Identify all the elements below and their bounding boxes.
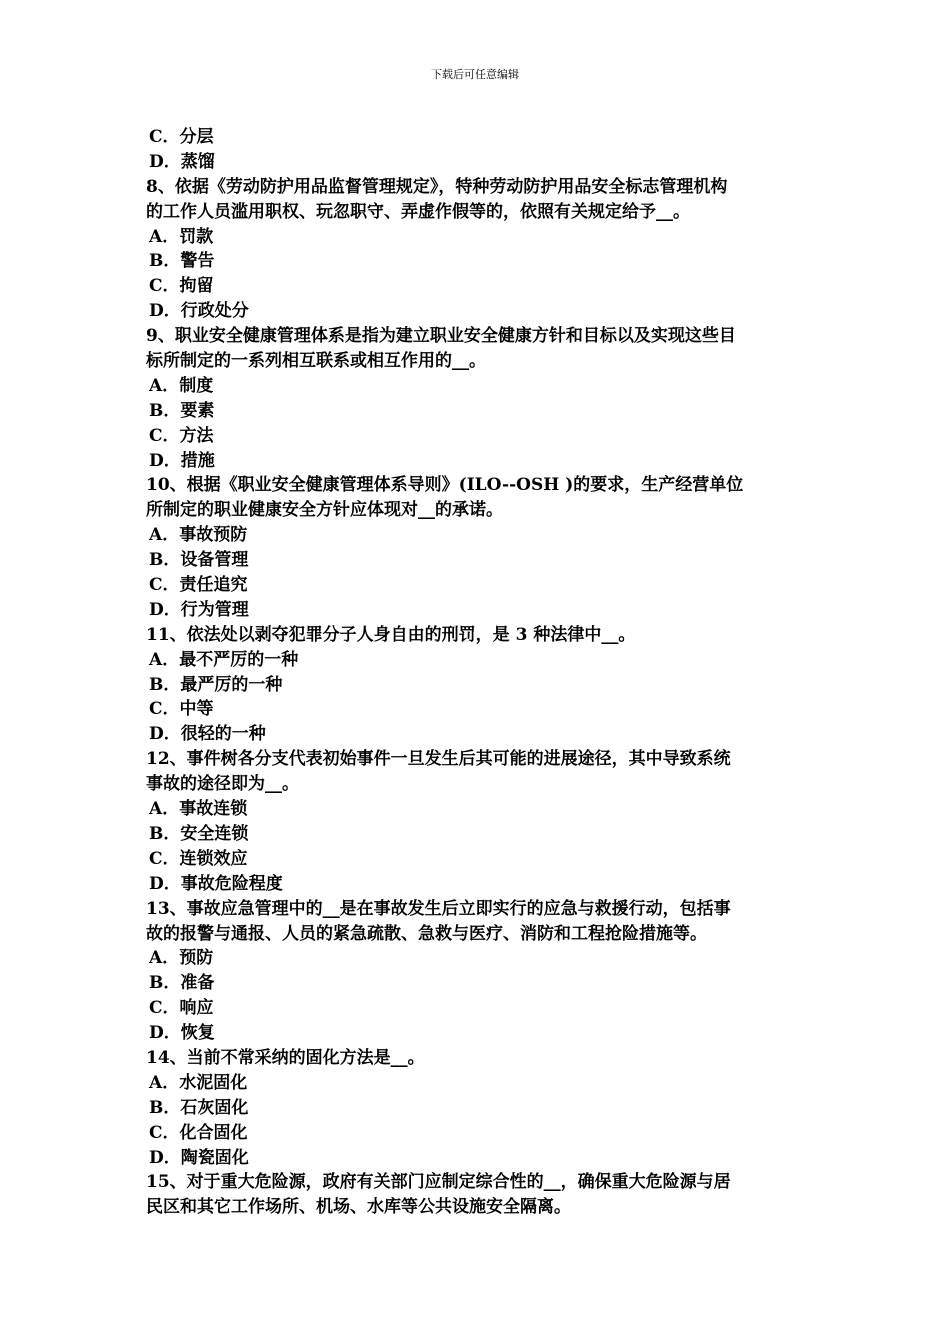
question-text: 故的报警与通报、人员的紧急疏散、急救与医疗、消防和工程抢险措施等。 — [146, 923, 707, 944]
answer-option: C．响应 — [149, 998, 214, 1019]
answer-option: C．责任追究 — [149, 575, 248, 596]
question-text: 11、依法处以剥夺犯罪分子人身自由的刑罚，是 3 种法律中__。 — [146, 624, 636, 645]
answer-option: C．中等 — [149, 699, 214, 720]
answer-option: C．连锁效应 — [149, 848, 248, 869]
answer-option: B．安全连锁 — [149, 823, 249, 844]
answer-option: C．方法 — [149, 425, 214, 446]
answer-option: B．最严厉的一种 — [149, 674, 283, 695]
answer-option: C．拘留 — [149, 276, 214, 297]
answer-option: D．蒸馏 — [149, 151, 215, 172]
question-text: 14、当前不常采纳的固化方法是__。 — [146, 1047, 425, 1068]
question-text: 事故的途径即为__。 — [146, 774, 299, 795]
answer-option: B．警告 — [149, 251, 215, 272]
question-text: 的工作人员滥用职权、玩忽职守、弄虚作假等的，依照有关规定给予__。 — [146, 201, 690, 222]
question-text: 12、事件树各分支代表初始事件一旦发生后其可能的进展途径，其中导致系统 — [146, 749, 731, 770]
question-text: 15、对于重大危险源，政府有关部门应制定综合性的__，确保重大危险源与居 — [146, 1172, 731, 1193]
question-text: 8、依据《劳动防护用品监督管理规定》，特种劳动防护用品安全标志管理机构 — [146, 176, 728, 197]
answer-option: A．制度 — [149, 375, 214, 396]
question-text: 标所制定的一系列相互联系或相互作用的__。 — [146, 351, 486, 372]
answer-option: A．水泥固化 — [149, 1072, 248, 1093]
answer-option: A．事故预防 — [149, 525, 248, 546]
answer-option: D．陶瓷固化 — [149, 1147, 249, 1168]
answer-option: D．事故危险程度 — [149, 873, 283, 894]
answer-option: D．恢复 — [149, 1023, 215, 1044]
answer-option: B．准备 — [149, 973, 215, 994]
answer-option: A．最不严厉的一种 — [149, 649, 299, 670]
document-body — [146, 125, 810, 1220]
answer-option: A．罚款 — [149, 226, 214, 247]
answer-option: D．很轻的一种 — [149, 724, 266, 745]
answer-option: A．预防 — [149, 948, 214, 969]
question-text: 13、事故应急管理中的__是在事故发生后立即实行的应急与救援行动，包括事 — [146, 898, 731, 919]
page-header: 下载后可任意编辑 — [431, 68, 519, 81]
answer-option: B．石灰固化 — [149, 1097, 249, 1118]
answer-option: C．化合固化 — [149, 1122, 248, 1143]
question-text: 民区和其它工作场所、机场、水库等公共设施安全隔离。 — [146, 1197, 571, 1218]
answer-option: D．行政处分 — [149, 301, 249, 322]
answer-option: B．设备管理 — [149, 550, 249, 571]
answer-option: C．分层 — [149, 127, 214, 147]
question-text: 9、职业安全健康管理体系是指为建立职业安全健康方针和目标以及实现这些目 — [146, 326, 736, 347]
answer-option: A．事故连锁 — [149, 799, 248, 820]
answer-option: D．行为管理 — [149, 599, 249, 620]
answer-option: B．要素 — [149, 400, 215, 421]
question-text: 10、根据《职业安全健康管理体系导则》(ILO--OSH )的要求，生产经营单位 — [146, 475, 744, 496]
answer-option: D．措施 — [149, 450, 215, 471]
question-text: 所制定的职业健康安全方针应体现对__的承诺。 — [146, 500, 503, 521]
